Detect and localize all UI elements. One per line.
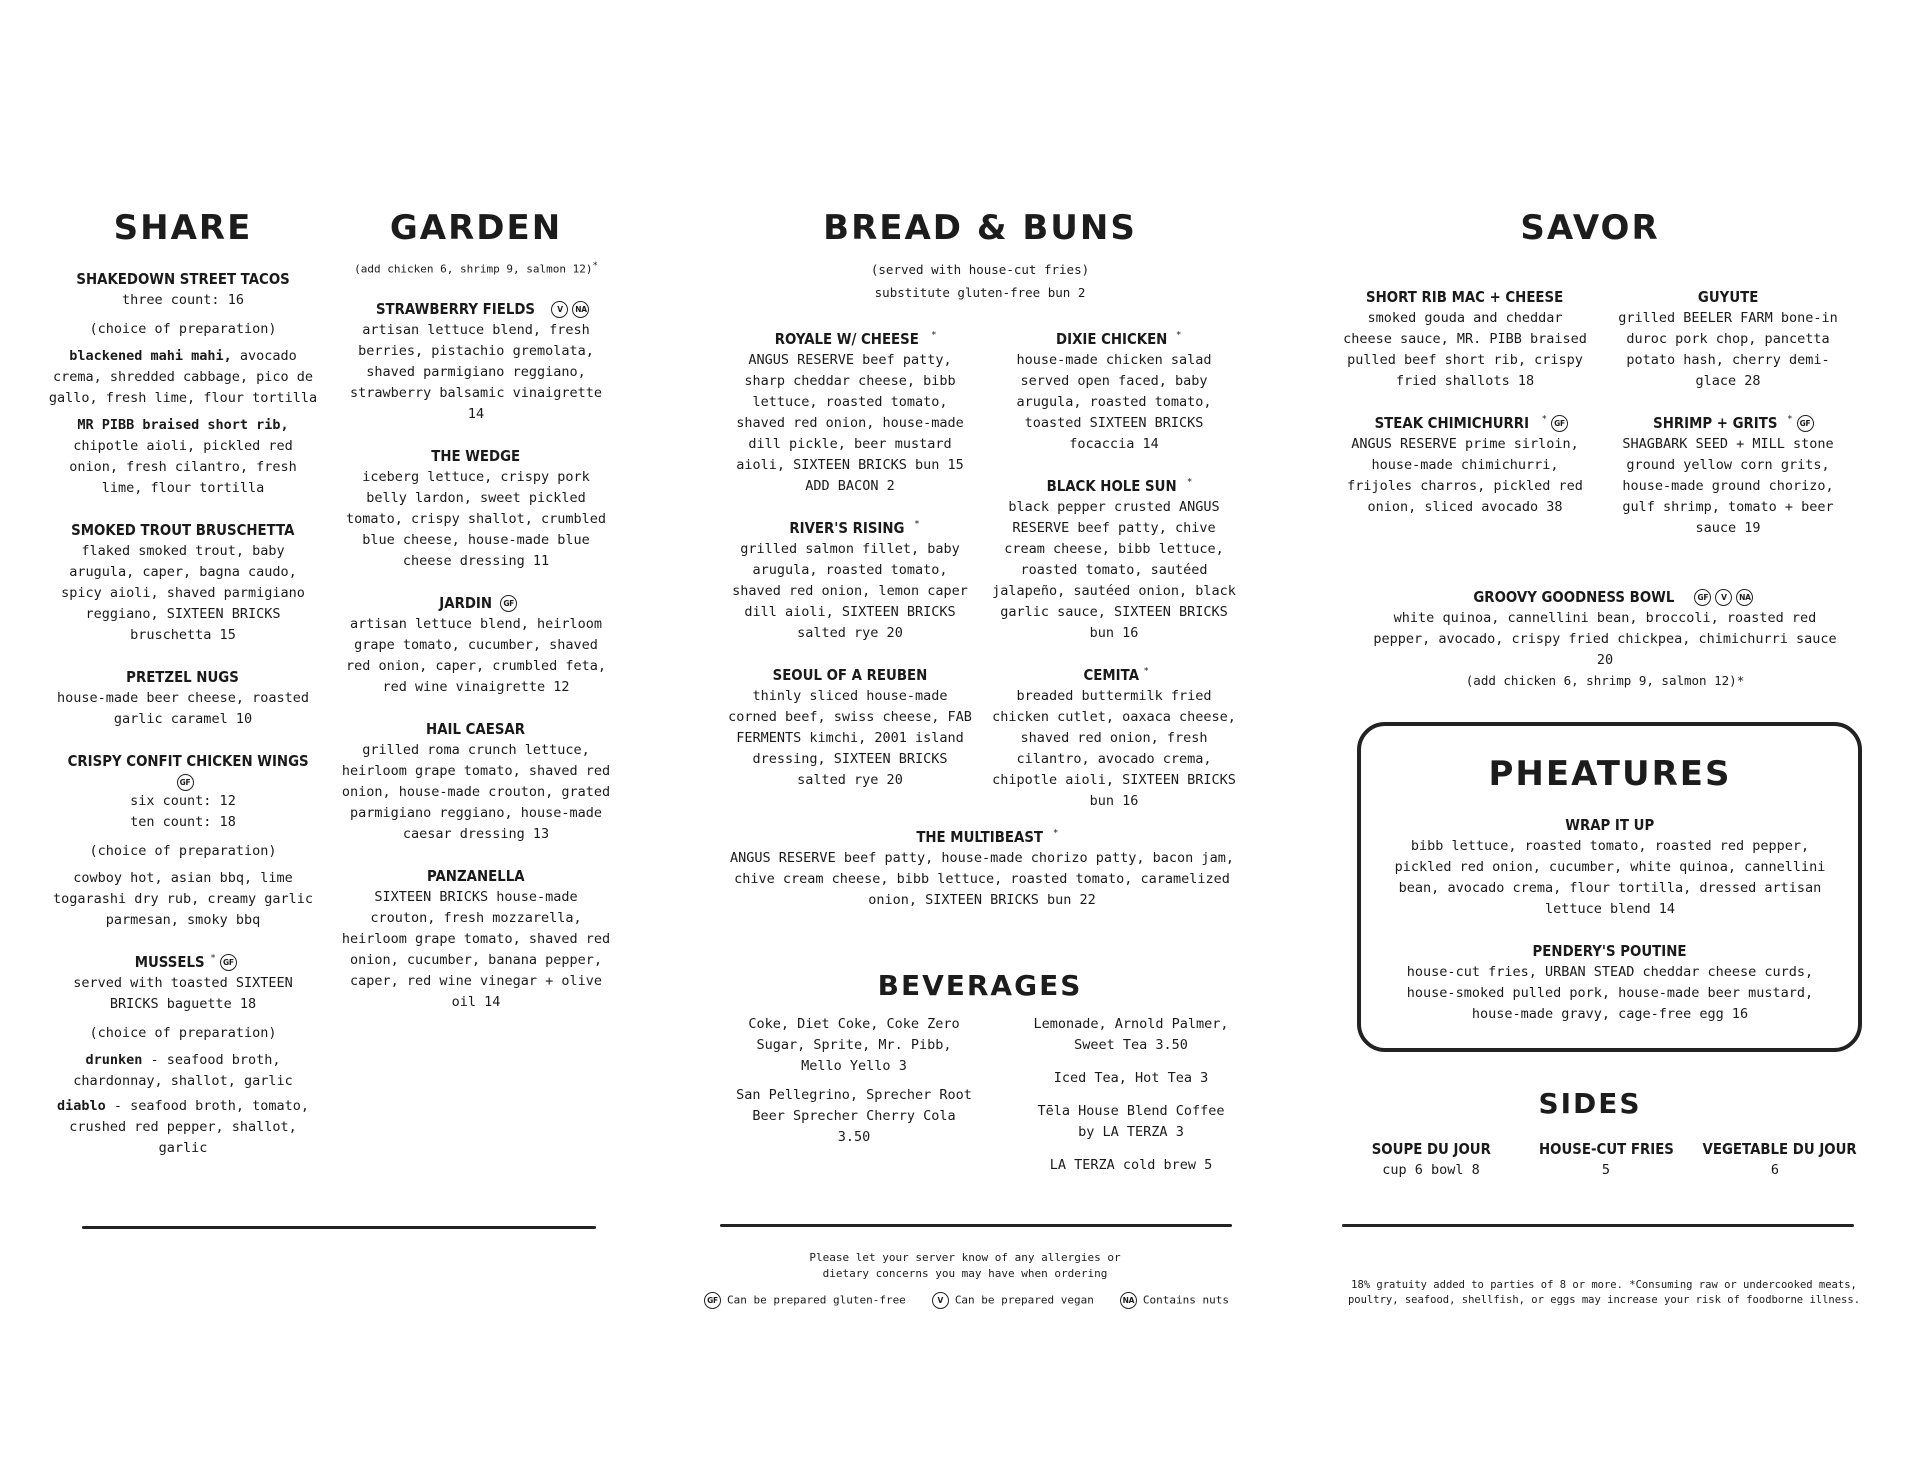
sides-header [1340, 1084, 1840, 1124]
menu-item-poutine: PENDERY'S POUTINE house-cut fries, URBAN STEAD cheddar cheese curds, house-smoked pulled pork, house-made beer mustard, house-made gravy, cage-free egg 16 [1406, 942, 1814, 1022]
sides-title: SIDES [1538, 1087, 1642, 1120]
side-soup: SOUPE DU JOUR cup 6 bowl 8 [1371, 1140, 1491, 1178]
item-name: SHAKEDOWN STREET TACOS [76, 270, 290, 288]
menu-item-pretzel: PRETZEL NUGS house-made beer cheese, roasted garlic caramel 10 [57, 668, 309, 727]
menu-item-shrimp-grits: SHRIMP + GRITS * GF SHAGBARK SEED + MILL stone ground yellow corn grits, house-made ground chorizo, gulf shrimp, tomato + beer sauce 19 [1622, 414, 1834, 536]
savor-left-column [1340, 286, 1590, 518]
bread-header: BREAD & BUNS (served with house-cut fries) substitute gluten-free bun 2 [720, 208, 1240, 304]
menu-item-rivers-rising: RIVER'S RISING * grilled salmon fillet, baby arugula, roasted tomato, shaved red onion, lemon caper dill aioli, SIXTEEN BRICKS salted rye 20 [732, 519, 968, 641]
menu-item-dixie-chicken: DIXIE CHICKEN * house-made chicken salad served open faced, baby arugula, roasted tomato, toasted SIXTEEN BRICKS focaccia 14 [1016, 330, 1212, 452]
nuts-icon: NA [1736, 589, 1753, 606]
beverages-title: BEVERAGES [877, 969, 1083, 1002]
menu-item-tacos: SHAKEDOWN STREET TACOS three count: 16 (choice of preparation) blackened mahi mahi, avocado crema, shredded cabbage, pico de gallo, fresh lime, flour tortilla MR PIBB braised short rib, chipotle aioli, pickled red onion, fresh cilantro, fresh lime, flour tortilla [48, 270, 318, 496]
menu-item-groovy-bowl: GROOVY GOODNESS BOWL GF V NA white quinoa, cannellini bean, broccoli, roasted red pepper, avocado, crispy fried chickpea, chimichurri sauce 20 (add chicken 6, shrimp 9, salmon 12)* [1373, 588, 1837, 688]
nuts-icon: NA [1120, 1292, 1137, 1309]
vegan-icon: V [551, 301, 568, 318]
gluten-free-icon: GF [500, 595, 517, 612]
side-vegetable: VEGETABLE DU JOUR 6 [1702, 1140, 1857, 1178]
menu-item-wings: CRISPY CONFIT CHICKEN WINGSGF six count: 12 ten count: 18 (choice of preparation) cowboy hot, asian bbq, lime togarashi dry rub, creamy garlic parmesan, smoky bbq [52, 752, 314, 928]
gluten-free-icon: GF [704, 1292, 721, 1309]
savor-header [1340, 208, 1840, 248]
menu-item-wrap: WRAP IT UP bibb lettuce, roasted tomato, roasted red pepper, pickled red onion, cucumber, white quinoa, cannellini bean, avocado crema, flour tortilla, dressed artisan lettuce blend 14 [1394, 816, 1826, 917]
vegan-icon: V [932, 1292, 949, 1309]
menu-item-mussels: MUSSELS * GF served with toasted SIXTEEN BRICKS baguette 18 (choice of preparation) drunken - seafood broth, chardonnay, shallot, garlic diablo - seafood broth, tomato, crushed red pepper, shallot, garlic [57, 953, 309, 1156]
menu-item-wedge: THE WEDGE iceberg lettuce, crispy pork belly lardon, sweet pickled tomato, crispy shallot, crumbled blue cheese, house-made blue cheese dressing 11 [345, 446, 607, 569]
menu-item-strawberry-fields: STRAWBERRY FIELDS V NA artisan lettuce blend, fresh berries, pistachio gremolata, shaved parmigiano reggiano, strawberry balsamic vinaigrette 14 [350, 299, 602, 422]
side-fries: HOUSE-CUT FRIES 5 [1538, 1140, 1674, 1178]
bread-left-column [726, 328, 974, 791]
menu-item-steak-chimichurri: STEAK CHIMICHURRI * GF ANGUS RESERVE prime sirloin, house-made chimichurri, frijoles charros, pickled red onion, sliced avocado 38 [1347, 414, 1583, 515]
gluten-free-icon: GF [1551, 415, 1568, 432]
divider-center [720, 1224, 1232, 1227]
menu-item-seoul-reuben: SEOUL OF A REUBEN thinly sliced house-made corned beef, swiss cheese, FAB FERMENTS kimchi, 2001 island dressing, SIXTEEN BRICKS salted rye 20 [728, 666, 972, 788]
menu-item-short-rib-mac: SHORT RIB MAC + CHEESE smoked gouda and cheddar cheese sauce, MR. PIBB braised pulled beef short rib, crispy fried shallots 18 [1343, 288, 1587, 389]
bread-right-column [990, 328, 1238, 812]
nuts-icon: NA [572, 301, 589, 318]
menu-item-cemita: CEMITA * breaded buttermilk fried chicken cutlet, oaxaca cheese, shaved red onion, fresh cilantro, avocado crema, chipotle aioli, SIXTEEN BRICKS bun 16 [992, 666, 1236, 809]
vegan-icon: V [1715, 589, 1732, 606]
allergy-notice: Please let your server know of any allergies or dietary concerns you may have when ordering [809, 1251, 1121, 1280]
beverages-header [720, 966, 1240, 1006]
savor-right-column [1608, 286, 1848, 539]
beverages-right: Lemonade, Arnold Palmer, Sweet Tea 3.50 Iced Tea, Hot Tea 3 Tēla House Blend Coffee by LA TERZA 3 LA TERZA cold brew 5 [1033, 1016, 1229, 1173]
share-title: SHARE [113, 208, 253, 248]
menu-item-royale: ROYALE W/ CHEESE * ANGUS RESERVE beef patty, sharp cheddar cheese, bibb lettuce, roasted tomato, shaved red onion, house-made dill pickle, beer mustard aioli, SIXTEEN BRICKS bun 15 ADD BACON 2 [736, 330, 964, 494]
menu-item-jardin: JARDIN GF artisan lettuce blend, heirloom grape tomato, cucumber, shaved red onion, caper, crumbled feta, red wine vinaigrette 12 [345, 593, 607, 695]
menu-item-trout: SMOKED TROUT BRUSCHETTA flaked smoked trout, baby arugula, caper, bagna caudo, spicy aioli, shaved parmigiano reggiano, SIXTEEN BRICKS bruschetta 15 [61, 521, 305, 643]
garden-column: GARDEN (add chicken 6, shrimp 9, salmon 12)* STRAWBERRY FIELDS V NA artisan lettuce blend, fresh berries, pistachio gremolata, shaved parmigiano reggiano, strawberry balsamic vinaigrette 14 THE WEDGE iceberg lettuce, crispy pork belly lardon, sweet pickled tomato, crispy shallot, crumbled blue cheese, house-made blue cheese dressing 11 JARDIN GF artisan lettuce blend, heirloom grape tomato, cucumber, shaved red onion, caper, crumbled feta, red wine vinaigrette 12 HAIL CAESAR grilled roma crunch lettuce, heirloom grape tomato, shaved red onion, house-made crouton, grated parmigiano reggiano, house-made caesar dressing 13 PANZANELLA SIXTEEN BRICKS house-made crouton, fresh mozzarella, heirloom grape tomato, shaved red onion, cucumber, banana pepper, caper, red wine vinegar + olive oil 14 [340, 208, 612, 1013]
gluten-free-icon: GF [1797, 415, 1814, 432]
gluten-free-icon: GF [177, 774, 194, 791]
legend: GF Can be prepared gluten-free V Can be prepared vegan NA Contains nuts [704, 1292, 1244, 1309]
menu-item-hail-caesar: HAIL CAESAR grilled roma crunch lettuce, heirloom grape tomato, shaved red onion, house-made crouton, grated parmigiano reggiano, house-made caesar dressing 13 [341, 719, 611, 842]
garden-title: GARDEN [389, 208, 563, 248]
gluten-free-icon: GF [220, 954, 237, 971]
menu-item-multibeast: THE MULTIBEAST * ANGUS RESERVE beef patty, house-made chorizo patty, bacon jam, chive cream cheese, bibb lettuce, roasted tomato, caramelized onion, SIXTEEN BRICKS bun 22 [730, 828, 1234, 908]
menu-item-black-hole-sun: BLACK HOLE SUN * black pepper crusted ANGUS RESERVE beef patty, chive cream cheese, bibb lettuce, roasted tomato, sautéed jalapeño, sautéed onion, black garlic sauce, SIXTEEN BRICKS bun 16 [992, 477, 1236, 641]
divider-right [1342, 1224, 1854, 1227]
menu-item-panzanella: PANZANELLA SIXTEEN BRICKS house-made crouton, fresh mozzarella, heirloom grape tomato, shaved red onion, cucumber, banana pepper, caper, red wine vinegar + olive oil 14 [341, 866, 611, 1010]
savor-title: SAVOR [1520, 208, 1660, 248]
share-column [48, 208, 318, 1159]
pheatures-title: PHEATURES [1488, 754, 1732, 794]
menu-item-guyute: GUYUTE grilled BEELER FARM bone-in duroc pork chop, pancetta potato hash, cherry demi-glace 28 [1618, 288, 1838, 389]
bread-title: BREAD & BUNS [823, 208, 1137, 248]
pheatures-column [1380, 754, 1840, 1025]
gratuity-notice: 18% gratuity added to parties of 8 or more. *Consuming raw or undercooked meats, poultry, seafood, shellfish, or eggs may increase your risk of foodborne illness. [1347, 1279, 1861, 1306]
gluten-free-icon: GF [1694, 589, 1711, 606]
beverages-left: Coke, Diet Coke, Coke Zero Sugar, Sprite, Mr. Pibb, Mello Yello 3 San Pellegrino, Sprecher Root Beer Sprecher Cherry Cola 3.50 [736, 1016, 972, 1145]
divider-left [82, 1226, 596, 1229]
